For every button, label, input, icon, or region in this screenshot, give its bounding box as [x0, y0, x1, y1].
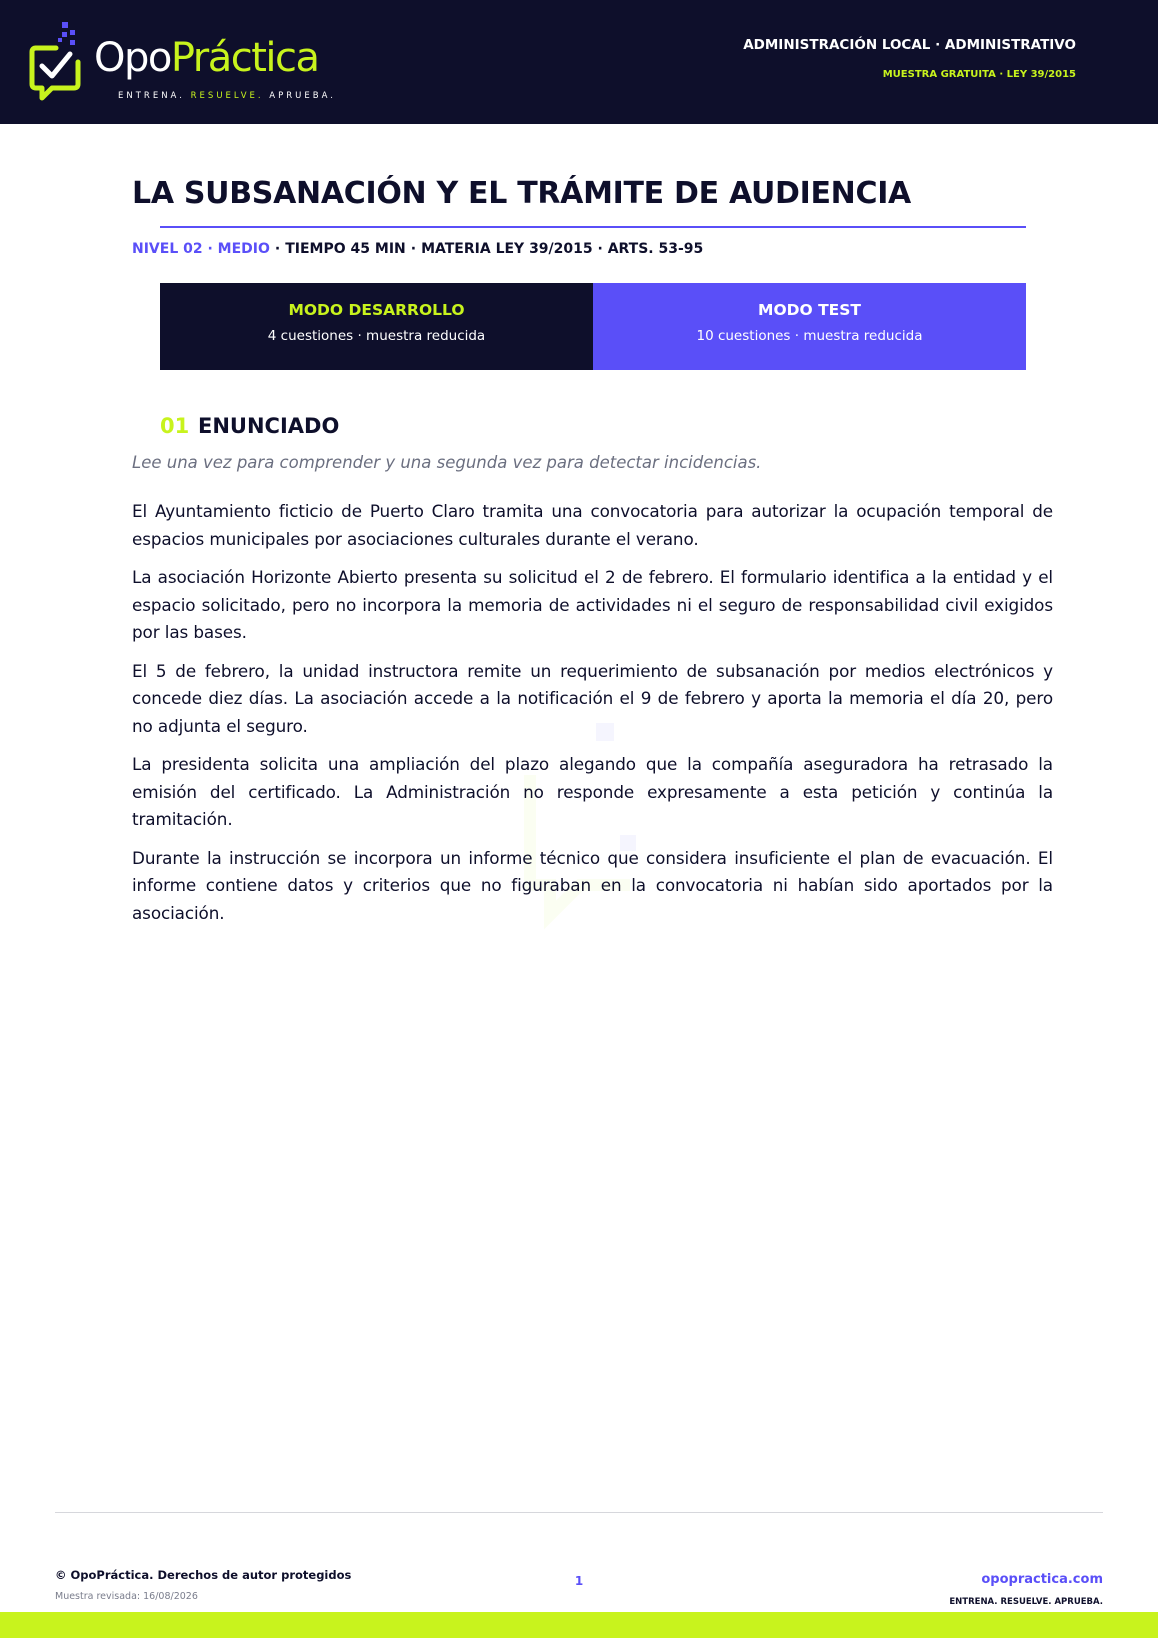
tagline-part3: APRUEBA.: [263, 91, 336, 101]
subject-label: MATERIA LEY 39/2015 · ARTS. 53-95: [421, 241, 704, 257]
brand-name-part1: Opo: [94, 35, 171, 81]
footer-divider: [55, 1512, 1103, 1513]
tagline-part2: RESUELVE.: [190, 91, 264, 101]
tagline-part1: ENTRENA.: [118, 91, 191, 101]
page-number: 1: [574, 1574, 584, 1588]
footer-accent-bar: [0, 1612, 1158, 1638]
mode-development-title: MODO DESARROLLO: [288, 301, 465, 319]
document-meta: [132, 241, 703, 257]
page-header: [0, 0, 1158, 124]
header-category: ADMINISTRACIÓN LOCAL · ADMINISTRATIVO: [743, 37, 1076, 53]
mode-development-card[interactable]: [160, 283, 593, 370]
level-label: NIVEL 02 · MEDIO: [132, 241, 270, 257]
mode-test-card[interactable]: [593, 283, 1026, 370]
mode-test-title: MODO TEST: [758, 301, 861, 319]
statement-paragraph: El 5 de febrero, la unidad instructora remite un requerimiento de subsanación por medios electrónicos y concede diez días. La asociación accede a la notificación el 9 de febrero y aporta la memoria el día 20, pero no adjunta el seguro.: [132, 660, 1053, 736]
mode-development-subtitle: 4 cuestiones · muestra reducida: [267, 328, 486, 344]
brand-tagline: [118, 91, 336, 101]
section-title: ENUNCIADO: [198, 414, 340, 438]
header-sample-label: MUESTRA GRATUITA · LEY 39/2015: [882, 69, 1076, 80]
statement-body: [132, 498, 1053, 938]
statement-paragraph: La presidenta solicita una ampliación del plazo alegando que la compañía aseguradora ha retrasado la emisión del certificado. La Administración no responde expresamente a esta petición y continúa la tramitación.: [132, 754, 1053, 829]
page-title: LA SUBSANACIÓN Y EL TRÁMITE DE AUDIENCIA: [132, 176, 911, 211]
statement-paragraph: El Ayuntamiento ficticio de Puerto Claro tramita una convocatoria para autorizar la ocupación temporal de espacios municipales por asociaciones culturales durante el verano.: [132, 501, 1053, 549]
logo-icon: [28, 20, 90, 104]
meta-separator: ·: [410, 241, 417, 257]
footer-copyright: © OpoPráctica. Derechos de autor protegidos: [55, 1568, 352, 1582]
brand-name-part2: Práctica: [170, 35, 319, 81]
statement-paragraph: Durante la instrucción se incorpora un informe técnico que considera insuficiente el plan de evacuación. El informe contiene datos y criterios que no figuraban en la convocatoria ni habían sido aportados por la asociación.: [132, 847, 1053, 923]
footer-website-link[interactable]: opopractica.com: [981, 1572, 1103, 1587]
title-divider: [160, 226, 1026, 228]
section-number: 01: [160, 414, 190, 438]
footer-tagline: ENTRENA. RESUELVE. APRUEBA.: [949, 1597, 1103, 1607]
brand-name: [94, 35, 319, 81]
time-label: TIEMPO 45 MIN: [285, 241, 406, 257]
statement-paragraph: La asociación Horizonte Abierto presenta su solicitud el 2 de febrero. El formulario identifica a la entidad y el espacio solicitado, pero no incorpora la memoria de actividades ni el seguro de responsabilidad civil exigidos por las bases.: [132, 567, 1053, 642]
footer-revision-date: Muestra revisada: 16/08/2026: [55, 1591, 198, 1602]
meta-separator: ·: [274, 241, 281, 257]
mode-test-subtitle: 10 cuestiones · muestra reducida: [696, 328, 923, 344]
section-instruction: Lee una vez para comprender y una segunda vez para detectar incidencias.: [132, 453, 762, 472]
